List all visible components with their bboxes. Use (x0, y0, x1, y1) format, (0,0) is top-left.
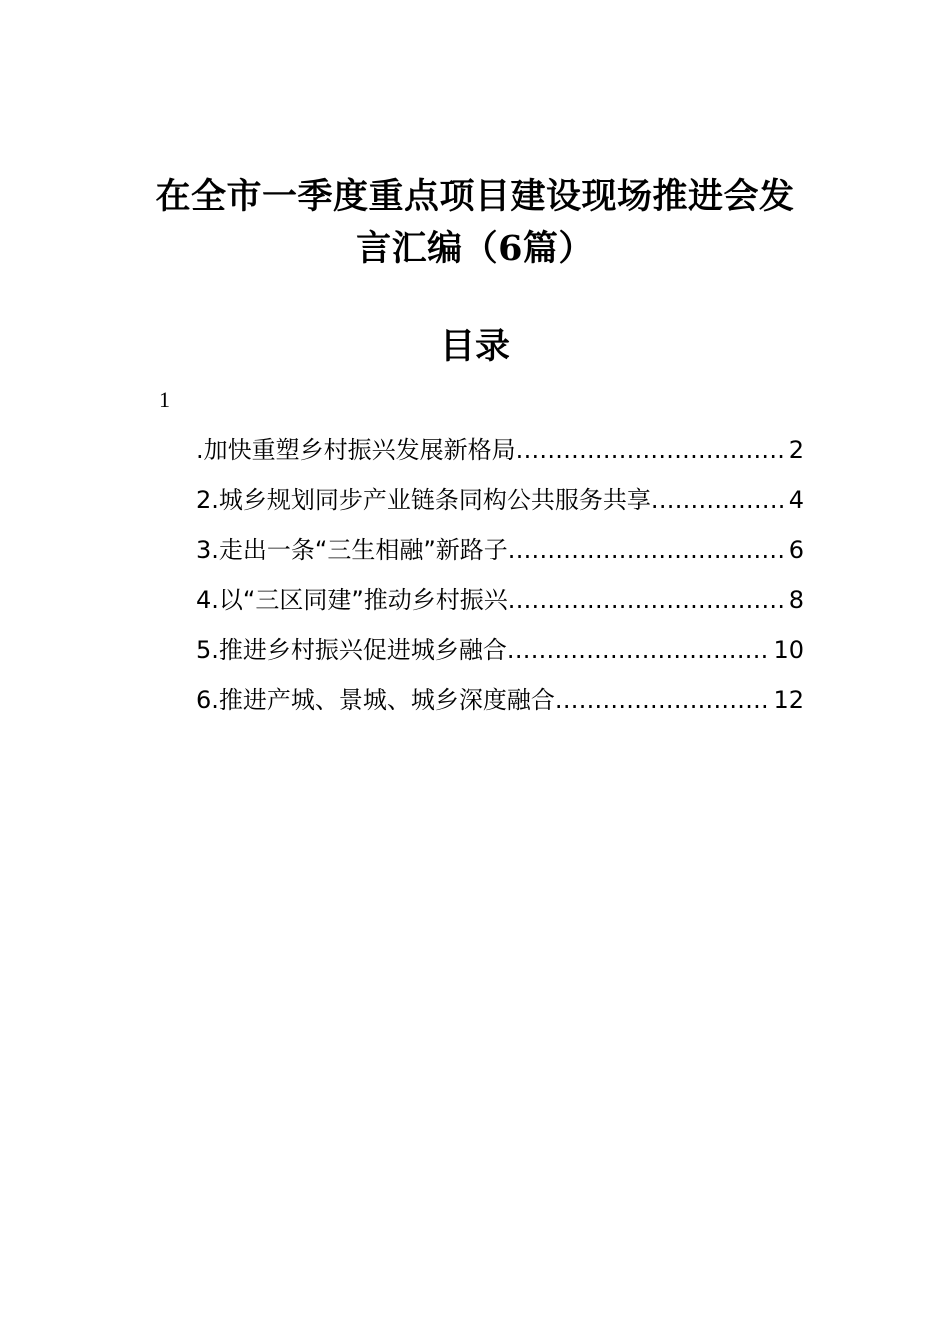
toc-entry-page: 4 (788, 486, 804, 514)
toc-entry[interactable] (196, 430, 804, 480)
toc-entry-title: 4.以“三区同建”推动乡村振兴 (196, 586, 508, 614)
list-number: 1 (159, 387, 170, 412)
document-title-line-1: 在全市一季度重点项目建设现场推进会发 (155, 176, 795, 217)
toc-entry-title: .加快重塑乡村振兴发展新格局 (196, 436, 516, 464)
toc-leader-dots (555, 680, 772, 720)
toc-leader-dots (508, 530, 787, 570)
toc-entry-page: 10 (773, 636, 804, 664)
document-title-line-2: 言汇编（6篇） (356, 228, 594, 269)
toc-entry-page: 2 (788, 436, 804, 464)
toc-entry-title: 2.城乡规划同步产业链条同构公共服务共享 (196, 486, 651, 514)
toc-entry-page: 8 (788, 586, 804, 614)
toc-entry-title: 5.推进乡村振兴促进城乡融合 (196, 636, 507, 664)
toc-leader-dots (651, 480, 787, 520)
toc-leader-dots (507, 630, 772, 670)
toc-entry[interactable] (196, 480, 804, 530)
toc-entry-title: 3.走出一条“三生相融”新路子 (196, 536, 508, 564)
toc-entry-title: 6.推进产城、景城、城乡深度融合 (196, 686, 555, 714)
toc-entry[interactable] (196, 630, 804, 680)
toc-leader-dots (516, 430, 787, 470)
table-of-contents (196, 430, 804, 730)
toc-entry[interactable] (196, 530, 804, 580)
toc-entry[interactable] (196, 580, 804, 630)
toc-leader-dots (508, 580, 787, 620)
toc-heading: 目录 (439, 326, 510, 367)
toc-entry-page: 12 (773, 686, 804, 714)
toc-entry[interactable] (196, 680, 804, 730)
toc-entry-page: 6 (788, 536, 804, 564)
